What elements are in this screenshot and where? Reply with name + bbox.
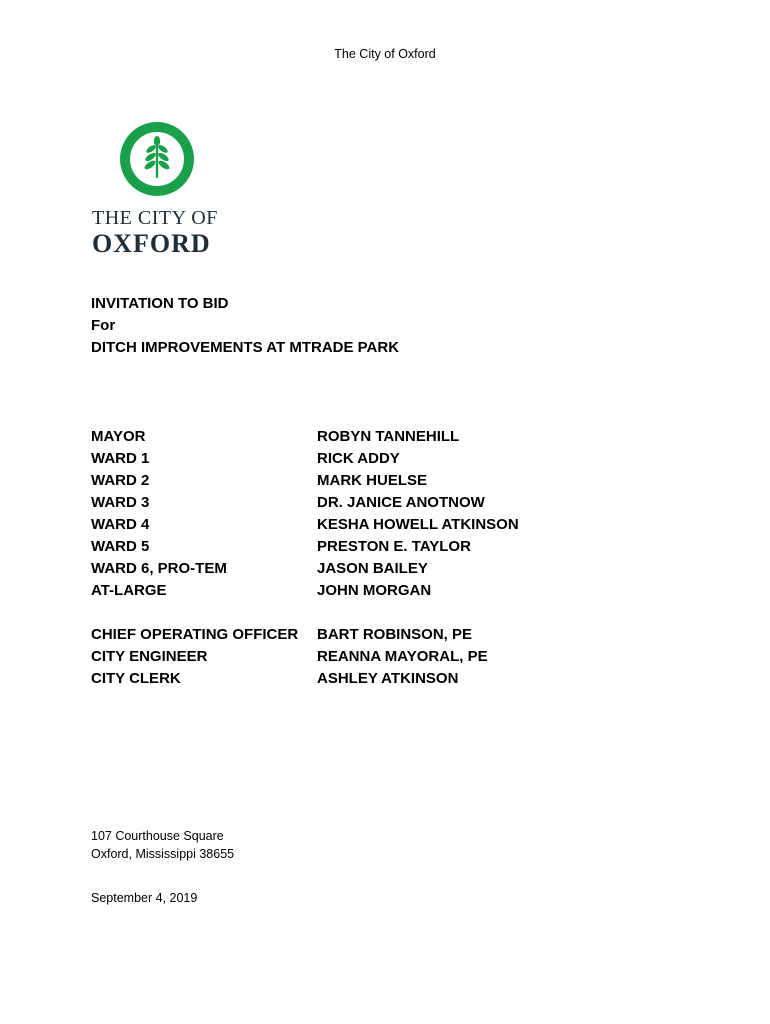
roster-role: MAYOR	[91, 428, 146, 445]
officer-role: CITY CLERK	[91, 670, 181, 687]
officer-name: REANNA MAYORAL, PE	[317, 648, 488, 665]
roster-role: WARD 2	[91, 472, 150, 489]
logo-wordmark	[92, 208, 218, 257]
officer-name: ASHLEY ATKINSON	[317, 670, 459, 687]
document-date: September 4, 2019	[91, 891, 198, 905]
address-line-2: Oxford, Mississippi 38655	[91, 847, 235, 861]
officer-name: BART ROBINSON, PE	[317, 626, 473, 643]
roster-role: WARD 1	[91, 450, 150, 467]
roster-name: DR. JANICE ANOTNOW	[317, 494, 485, 511]
title-line-1: INVITATION TO BID	[91, 295, 229, 312]
roster-name: JOHN MORGAN	[317, 582, 432, 599]
bid-title	[91, 293, 399, 359]
leaf-emblem-icon	[118, 120, 196, 198]
officer-role: CITY ENGINEER	[91, 648, 208, 665]
roster-name: ROBYN TANNEHILL	[317, 428, 460, 445]
roster-name: PRESTON E. TAYLOR	[317, 538, 471, 555]
city-logo	[92, 120, 222, 258]
roster-name: KESHA HOWELL ATKINSON	[317, 516, 519, 533]
roster-role: WARD 5	[91, 538, 150, 555]
roster-name: JASON BAILEY	[317, 560, 428, 577]
roster-role: WARD 6, PRO-TEM	[91, 560, 227, 577]
roster-role: WARD 3	[91, 494, 150, 511]
roster-role: WARD 4	[91, 516, 150, 533]
address-line-1: 107 Courthouse Square	[91, 829, 224, 843]
logo-line-1: THE CITY OF	[92, 207, 218, 229]
title-line-2: For	[91, 317, 116, 334]
roster-name: MARK HUELSE	[317, 472, 428, 489]
page-header: The City of Oxford	[334, 47, 436, 61]
logo-line-2: OXFORD	[92, 229, 211, 258]
address-block	[91, 827, 234, 863]
roster-name: RICK ADDY	[317, 450, 400, 467]
roster-role: AT-LARGE	[91, 582, 167, 599]
title-line-3: DITCH IMPROVEMENTS AT MTRADE PARK	[91, 339, 400, 356]
officer-role: CHIEF OPERATING OFFICER	[91, 626, 299, 643]
